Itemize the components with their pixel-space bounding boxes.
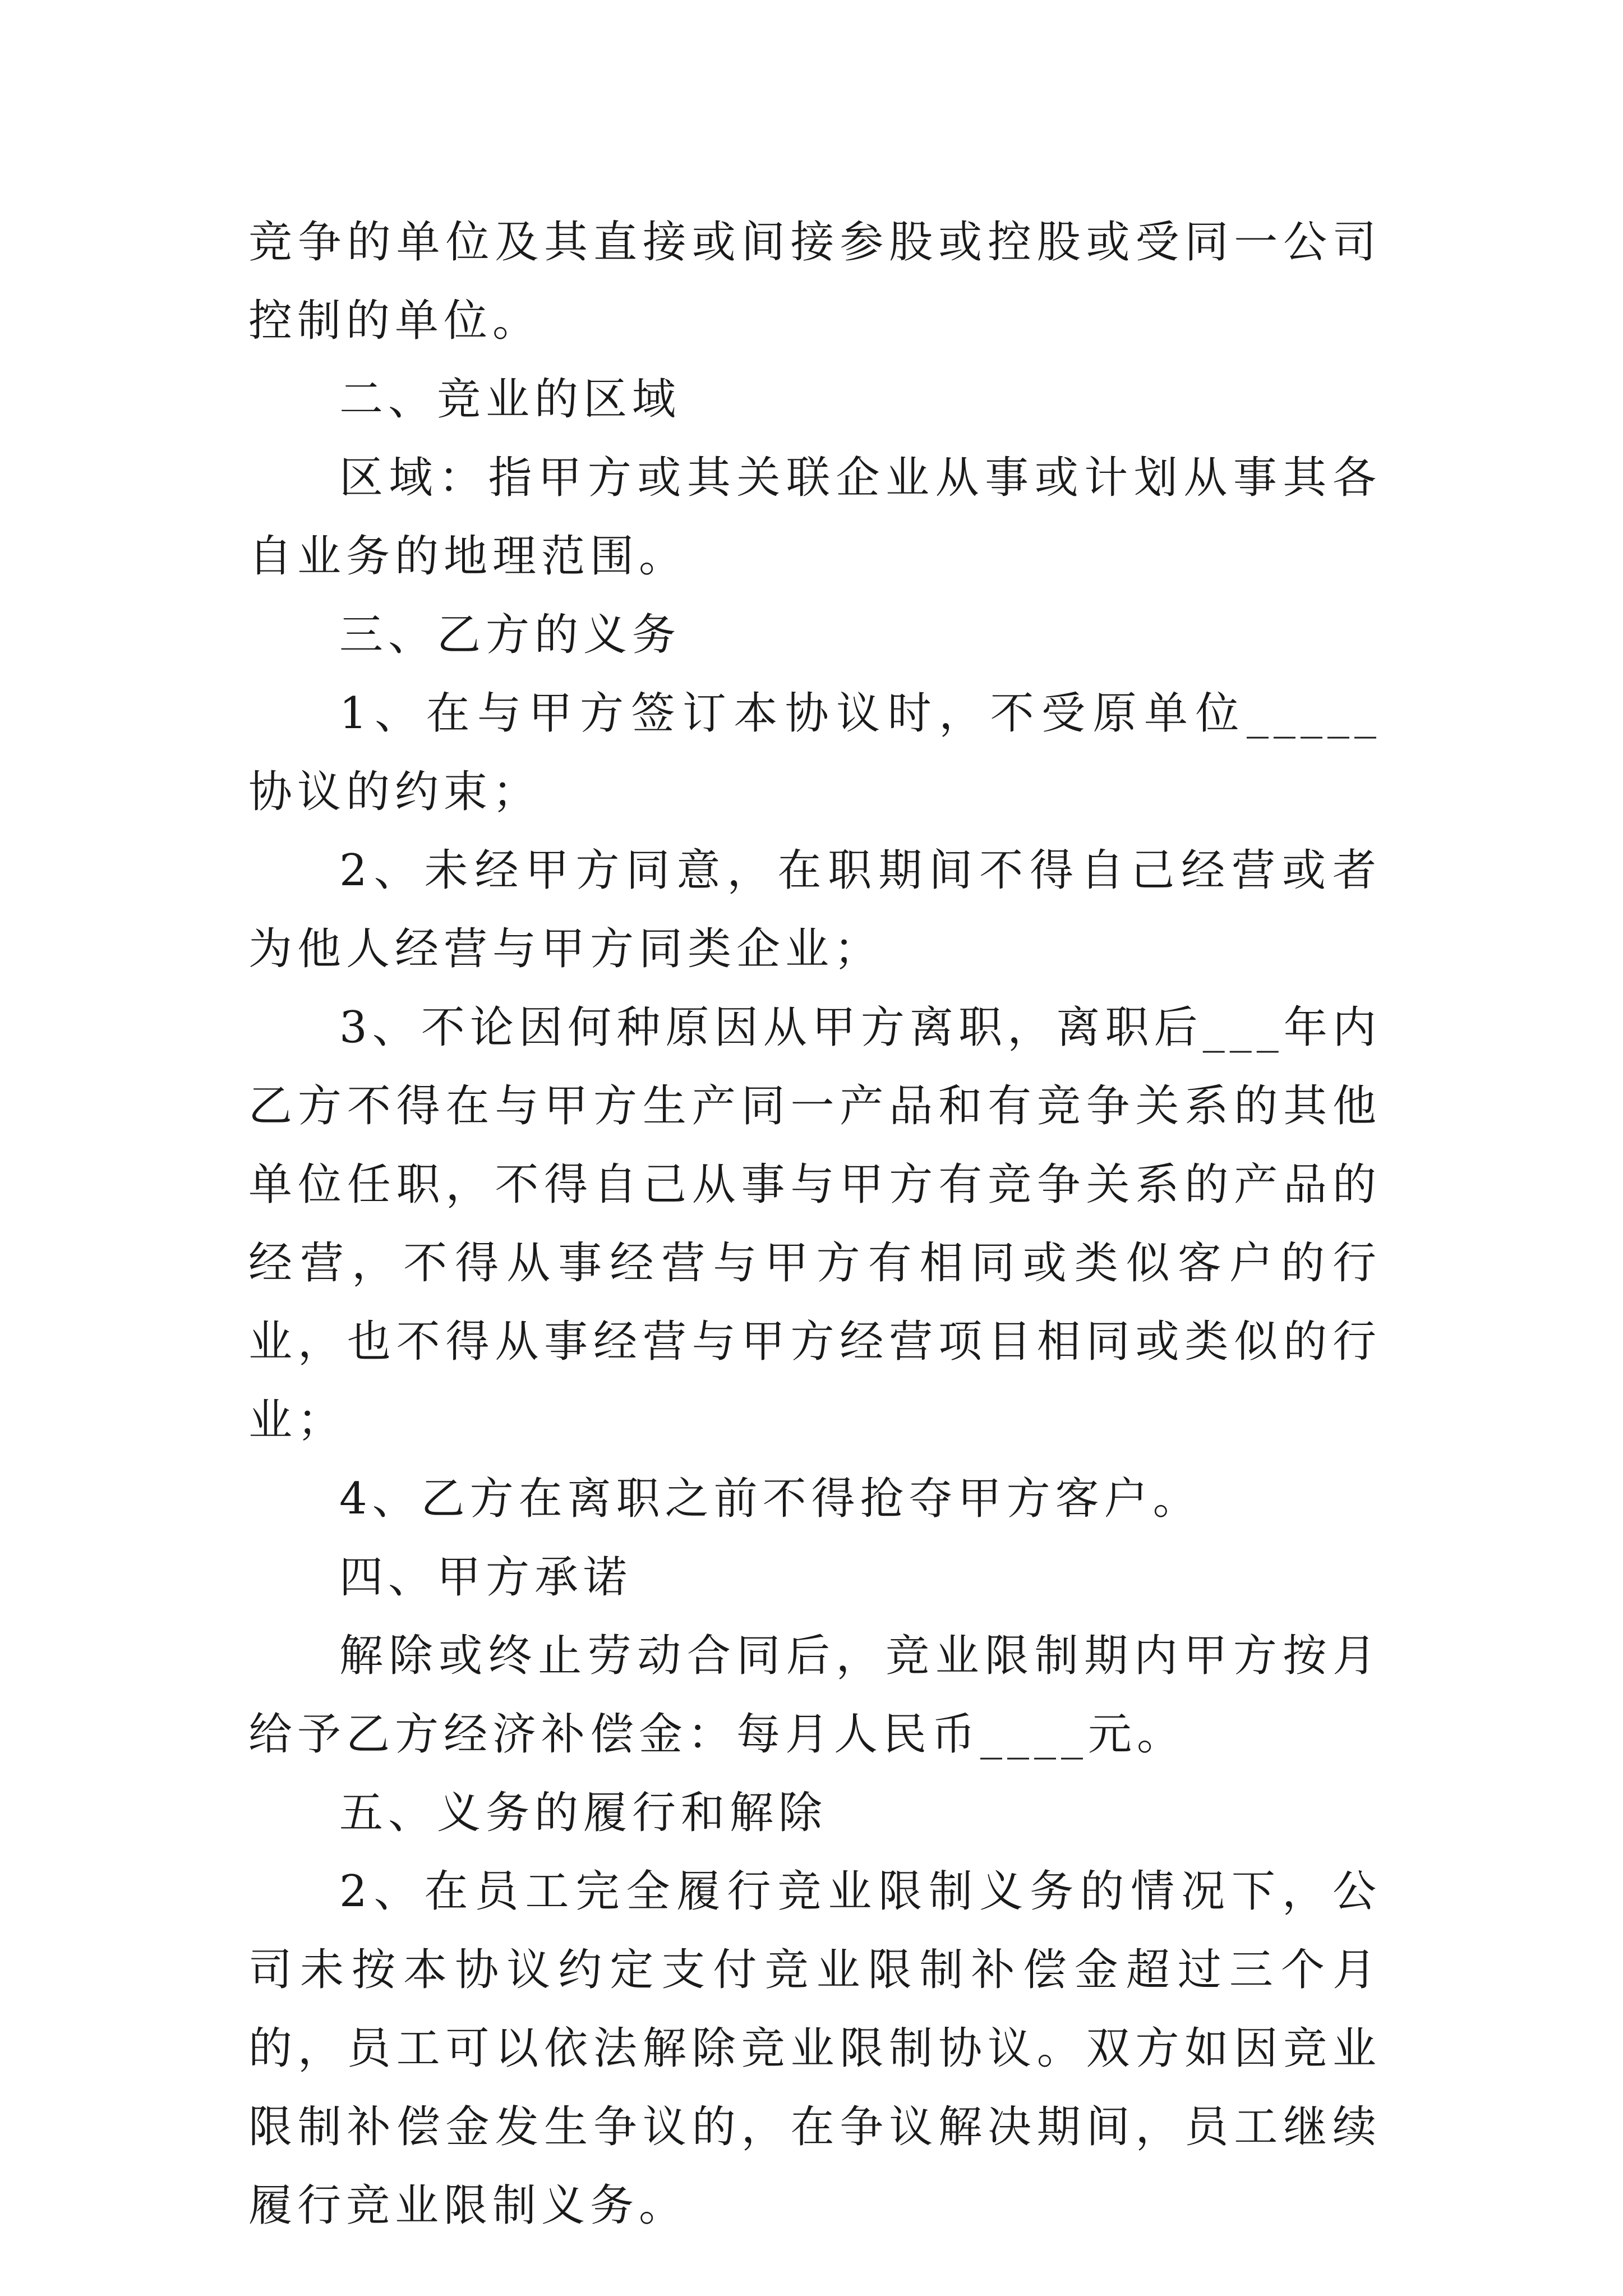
obligation-item-3: 3、不论因何种原因从甲方离职，离职后___年内乙方不得在与甲方生产同一产品和有竞争关系的其他单位任职，不得自己从事与甲方有竞争关系的产品的经营，不得从事经营与甲方有相同或类似客户的行业，也不得从事经营与甲方经营项目相同或类似的行业； [248,1002,1381,1446]
obligation-item-1: 1、在与甲方签订本协议时，不受原单位_____协议的约束； [248,688,1381,817]
obligation-item-4: 4、乙方在离职之前不得抢夺甲方客户。 [339,1474,1202,1524]
section-heading-performance: 五、义务的履行和解除 [339,1788,828,1838]
paragraph-region-definition: 区域：指甲方或其关联企业从事或计划从事其各自业务的地理范围。 [248,453,1381,582]
performance-item-2: 2、在员工完全履行竞业限制义务的情况下，公司未按本协议约定支付竞业限制补偿金超过三个月的，员工可以依法解除竞业限制协议。双方如因竞业限制补偿金发生争议的，在争议解决期间，员工继续履行竞业限制义务。 [248,1866,1381,2231]
document-body [248,203,1381,2245]
paragraph-continuation: 竞争的单位及其直接或间接参股或控股或受同一公司控制的单位。 [248,217,1381,346]
section-heading-region: 二、竞业的区域 [339,374,681,425]
section-heading-commitment: 四、甲方承诺 [339,1552,633,1603]
paragraph-compensation: 解除或终止劳动合同后，竞业限制期内甲方按月给予乙方经济补偿金：每月人民币____元。 [248,1631,1381,1760]
obligation-item-2: 2、未经甲方同意，在职期间不得自己经营或者为他人经营与甲方同类企业； [248,845,1381,974]
section-heading-obligations: 三、乙方的义务 [339,610,681,660]
